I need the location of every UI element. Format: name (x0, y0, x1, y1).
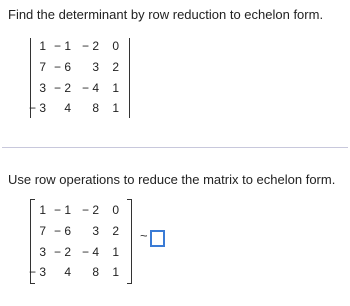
question-prompt: Find the determinant by row reduction to echelon form. (8, 7, 324, 22)
matrix-cell: 1 (112, 101, 119, 115)
matrix-cell: 1 (112, 265, 119, 279)
matrix-cell: 7 (39, 60, 46, 74)
matrix-cell: − 6 (53, 224, 71, 238)
matrix-cell: − 1 (53, 39, 71, 53)
matrix-cell: 4 (64, 101, 71, 115)
matrix-cell: 0 (112, 203, 119, 217)
matrix-cell: − 1 (53, 203, 71, 217)
matrix-cell: 3 (39, 81, 46, 95)
matrix-cell: − 6 (53, 60, 71, 74)
determinant-right-bar (129, 38, 130, 118)
matrix-cell: − 2 (81, 203, 99, 217)
matrix-cell: 8 (92, 265, 99, 279)
matrix-cell: 3 (92, 60, 99, 74)
matrix-cell: 1 (39, 203, 46, 217)
matrix-cell: − 4 (81, 81, 99, 95)
matrix-cell: 8 (92, 101, 99, 115)
row-equivalence-symbol: ~ (140, 228, 148, 243)
matrix-cell: 4 (64, 265, 71, 279)
matrix-cell: − 4 (81, 245, 99, 259)
matrix-cell: 1 (112, 81, 119, 95)
matrix-right-bracket (127, 199, 132, 284)
matrix-cell: 3 (92, 224, 99, 238)
matrix-cell: − 3 (28, 101, 46, 115)
matrix-cell: 1 (39, 39, 46, 53)
section-divider (2, 147, 348, 148)
matrix-cell: 0 (112, 39, 119, 53)
matrix-cell: 2 (112, 224, 119, 238)
matrix-cell: 2 (112, 60, 119, 74)
matrix-cell: − 2 (81, 39, 99, 53)
matrix-cell: 7 (39, 224, 46, 238)
matrix-cell: − 2 (53, 245, 71, 259)
answer-input-box[interactable] (150, 230, 165, 247)
step-prompt: Use row operations to reduce the matrix to echelon form. (8, 172, 336, 187)
matrix-cell: − 3 (28, 265, 46, 279)
matrix-cell: 1 (112, 245, 119, 259)
matrix-cell: − 2 (53, 81, 71, 95)
matrix-cell: 3 (39, 245, 46, 259)
